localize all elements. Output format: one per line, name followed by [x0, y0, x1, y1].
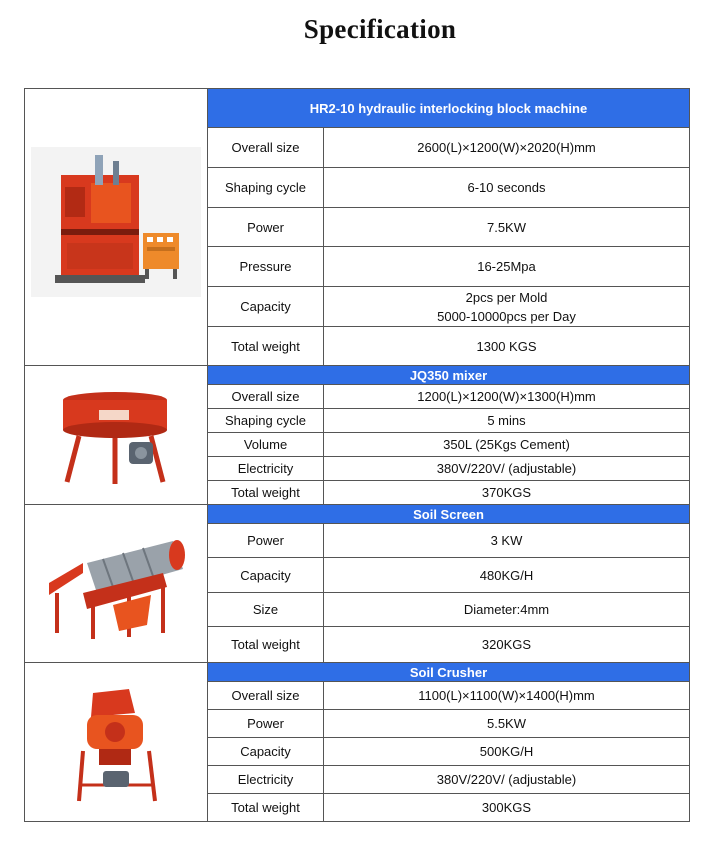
soil-screen-table — [208, 505, 689, 662]
spec-value-text: 5000-10000pcs per Day — [437, 308, 576, 324]
spec-value — [324, 682, 689, 709]
spec-row — [208, 327, 689, 365]
spec-label: Electricity — [208, 457, 324, 480]
spec-value-text: 1300 KGS — [476, 338, 537, 354]
spec-value — [324, 247, 689, 286]
spec-row — [208, 481, 689, 504]
spec-value — [324, 710, 689, 737]
spec-value — [324, 457, 689, 480]
spec-value-text: 1200(L)×1200(W)×1300(H)mm — [417, 389, 596, 404]
spec-value-text: 320KGS — [481, 637, 532, 652]
spec-label: Overall size — [208, 385, 324, 408]
spec-value-text: 370KGS — [481, 485, 532, 500]
spec-label: Volume — [208, 433, 324, 456]
spec-value — [324, 385, 689, 408]
spec-label: Capacity — [208, 738, 324, 765]
spec-label: Shaping cycle — [208, 168, 324, 207]
spec-row — [208, 738, 689, 766]
spec-row — [208, 627, 689, 662]
spec-label: Pressure — [208, 247, 324, 286]
spec-label: Power — [208, 208, 324, 246]
block-machine-image-cell — [25, 89, 208, 365]
block-machine-icon — [31, 147, 201, 297]
spec-value-text: 2600(L)×1200(W)×2020(H)mm — [417, 140, 596, 155]
spec-value-text: 500KG/H — [479, 744, 534, 759]
mixer-icon — [59, 388, 179, 488]
spec-label: Power — [208, 710, 324, 737]
section-header: Soil Crusher — [208, 663, 689, 682]
spec-label: Electricity — [208, 766, 324, 793]
spec-label: Overall size — [208, 128, 324, 167]
page-title: Specification — [303, 14, 457, 44]
spec-value-text: 350L (25Kgs Cement) — [443, 437, 570, 452]
spec-row — [208, 682, 689, 710]
soil-crusher-table — [208, 663, 689, 821]
spec-label: Total weight — [208, 627, 324, 662]
spec-value — [324, 287, 689, 326]
spec-row — [208, 558, 689, 593]
section-header: HR2-10 hydraulic interlocking block machine — [208, 89, 689, 128]
spec-value — [324, 738, 689, 765]
block-machine-table — [208, 89, 689, 365]
spec-value-text: Diameter:4mm — [463, 602, 550, 617]
spec-value — [324, 794, 689, 821]
section-header: JQ350 mixer — [208, 366, 689, 385]
spec-row — [208, 766, 689, 794]
spec-row — [208, 433, 689, 457]
spec-value — [324, 433, 689, 456]
spec-value-text: 480KG/H — [479, 567, 534, 583]
section-soil-screen — [25, 505, 689, 663]
spec-row — [208, 457, 689, 481]
spec-label: Capacity — [208, 287, 324, 326]
spec-value-text: 5 mins — [487, 413, 526, 428]
section-soil-crusher — [25, 663, 689, 821]
spec-row — [208, 710, 689, 738]
spec-value-text: 5.5KW — [486, 716, 526, 731]
spec-row — [208, 409, 689, 433]
spec-value-text: 380V/220V/ (adjustable) — [436, 772, 577, 787]
soil-crusher-image-cell — [25, 663, 208, 821]
spec-value-text: 16-25Mpa — [477, 259, 536, 274]
spec-value — [324, 168, 689, 207]
section-block-machine — [25, 89, 689, 366]
soil-screen-image-cell — [25, 505, 208, 662]
spec-value — [324, 524, 689, 557]
spec-value — [324, 208, 689, 246]
spec-row — [208, 128, 689, 168]
spec-value-text: 3 KW — [490, 533, 523, 548]
spec-row — [208, 593, 689, 627]
spec-row — [208, 385, 689, 409]
spec-value — [324, 327, 689, 365]
spec-value — [324, 627, 689, 662]
spec-label: Power — [208, 524, 324, 557]
spec-value — [324, 409, 689, 432]
spec-label: Overall size — [208, 682, 324, 709]
spec-value — [324, 558, 689, 592]
spec-row — [208, 287, 689, 327]
spec-value-text: 380V/220V/ (adjustable) — [436, 461, 577, 476]
section-mixer — [25, 366, 689, 505]
spec-value — [324, 593, 689, 626]
section-header: Soil Screen — [208, 505, 689, 524]
spec-value — [324, 128, 689, 167]
mixer-table — [208, 366, 689, 504]
spec-value-text: 1100(L)×1100(W)×1400(H)mm — [418, 688, 595, 703]
spec-row — [208, 208, 689, 247]
spec-label: Size — [208, 593, 324, 626]
spec-value-text: 300KGS — [481, 800, 532, 815]
spec-label: Total weight — [208, 481, 324, 504]
spec-label: Capacity — [208, 558, 324, 592]
specification-sheet — [24, 88, 690, 822]
spec-label: Total weight — [208, 794, 324, 821]
spec-value-text: 6-10 seconds — [467, 180, 546, 195]
spec-value-text: 2pcs per Mold — [465, 289, 548, 305]
spec-row — [208, 247, 689, 287]
spec-row — [208, 524, 689, 558]
spec-value-text: 7.5KW — [486, 219, 526, 235]
spec-value — [324, 766, 689, 793]
mixer-image-cell — [25, 366, 208, 504]
spec-row — [208, 168, 689, 208]
spec-row — [208, 794, 689, 821]
spec-label: Shaping cycle — [208, 409, 324, 432]
soil-screen-icon — [43, 533, 193, 643]
soil-crusher-icon — [73, 685, 163, 805]
spec-value — [324, 481, 689, 504]
spec-label: Total weight — [208, 327, 324, 365]
